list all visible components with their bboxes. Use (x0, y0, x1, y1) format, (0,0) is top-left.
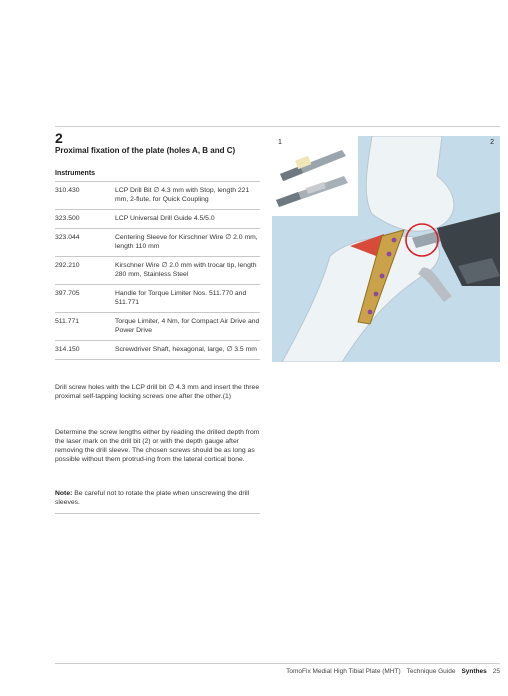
figure-label-2: 2 (490, 139, 494, 146)
step-title: Proximal fixation of the plate (holes A, B and C) (55, 146, 236, 155)
drill-handle (418, 268, 452, 302)
instrument-row (55, 257, 260, 285)
note-label: Note: (55, 490, 73, 497)
instrument-description: Kirschner Wire ∅ 2.0 mm with trocar tip, length 280 mm, Stainless Steel (115, 262, 257, 278)
illustration-drawing (272, 136, 500, 362)
instrument-code: 292.210 (55, 262, 80, 269)
instrument-row (55, 341, 260, 360)
instrument-description: Handle for Torque Limiter Nos. 511.770 and 511.771 (115, 290, 247, 306)
instruments-table (55, 170, 260, 360)
footer-doc-title: TomoFix Medial High Tibial Plate (MHT) (286, 668, 401, 675)
instrument-code: 314.150 (55, 346, 80, 353)
note-text: Be careful not to rotate the plate when unscrewing the drill sleeves. (55, 490, 250, 506)
instruments-heading: Instruments (55, 170, 260, 182)
instrument-row (55, 229, 260, 257)
footer-brand: Synthes (461, 668, 487, 675)
paragraph-screw-length: Determine the screw lengths either by reading the drilled depth from the laser mark on the drill bit (2) or with the depth gauge after removing the drill sleeve. The chosen screws should be as long as possible without them protrud-ing from the lateral cortical bone. (55, 429, 260, 463)
instrument-code: 310.430 (55, 187, 80, 194)
instrument-description: LCP Universal Drill Guide 4.5/5.0 (115, 215, 215, 222)
surgical-illustration (272, 136, 500, 362)
instrument-row (55, 313, 260, 341)
top-divider (55, 126, 500, 127)
figure-label-1: 1 (278, 139, 282, 146)
instrument-description: Centering Sleeve for Kirschner Wire ∅ 2.0 mm, length 110 mm (115, 234, 258, 250)
page-footer (286, 668, 500, 675)
footer-page-number: 25 (492, 668, 500, 675)
femur-bone (366, 136, 454, 231)
step-number: 2 (55, 130, 63, 146)
note-block (55, 489, 260, 514)
instrument-row (55, 285, 260, 313)
instrument-code: 323.500 (55, 215, 80, 222)
instrument-description: Screwdriver Shaft, hexagonal, large, ∅ 3.5 mm (115, 346, 257, 353)
instrument-description: Torque Limiter, 4 Nm, for Compact Air Drive and Power Drive (115, 318, 260, 334)
instrument-description: LCP Drill Bit ∅ 4.3 mm with Stop, length 221 mm, 2-flute, for Quick Coupling (115, 187, 250, 203)
paragraph-drill: Drill screw holes with the LCP drill bit ∅ 4.3 mm and insert the three proximal self-tapping locking screws one after the other.(1) (55, 384, 260, 400)
footer-divider (55, 663, 500, 664)
instrument-code: 511.771 (55, 318, 80, 325)
instrument-row (55, 210, 260, 229)
footer-doc-type: Technique Guide (406, 668, 456, 675)
instrument-row (55, 182, 260, 210)
instrument-code: 323.044 (55, 234, 80, 241)
instrument-code: 397.705 (55, 290, 80, 297)
